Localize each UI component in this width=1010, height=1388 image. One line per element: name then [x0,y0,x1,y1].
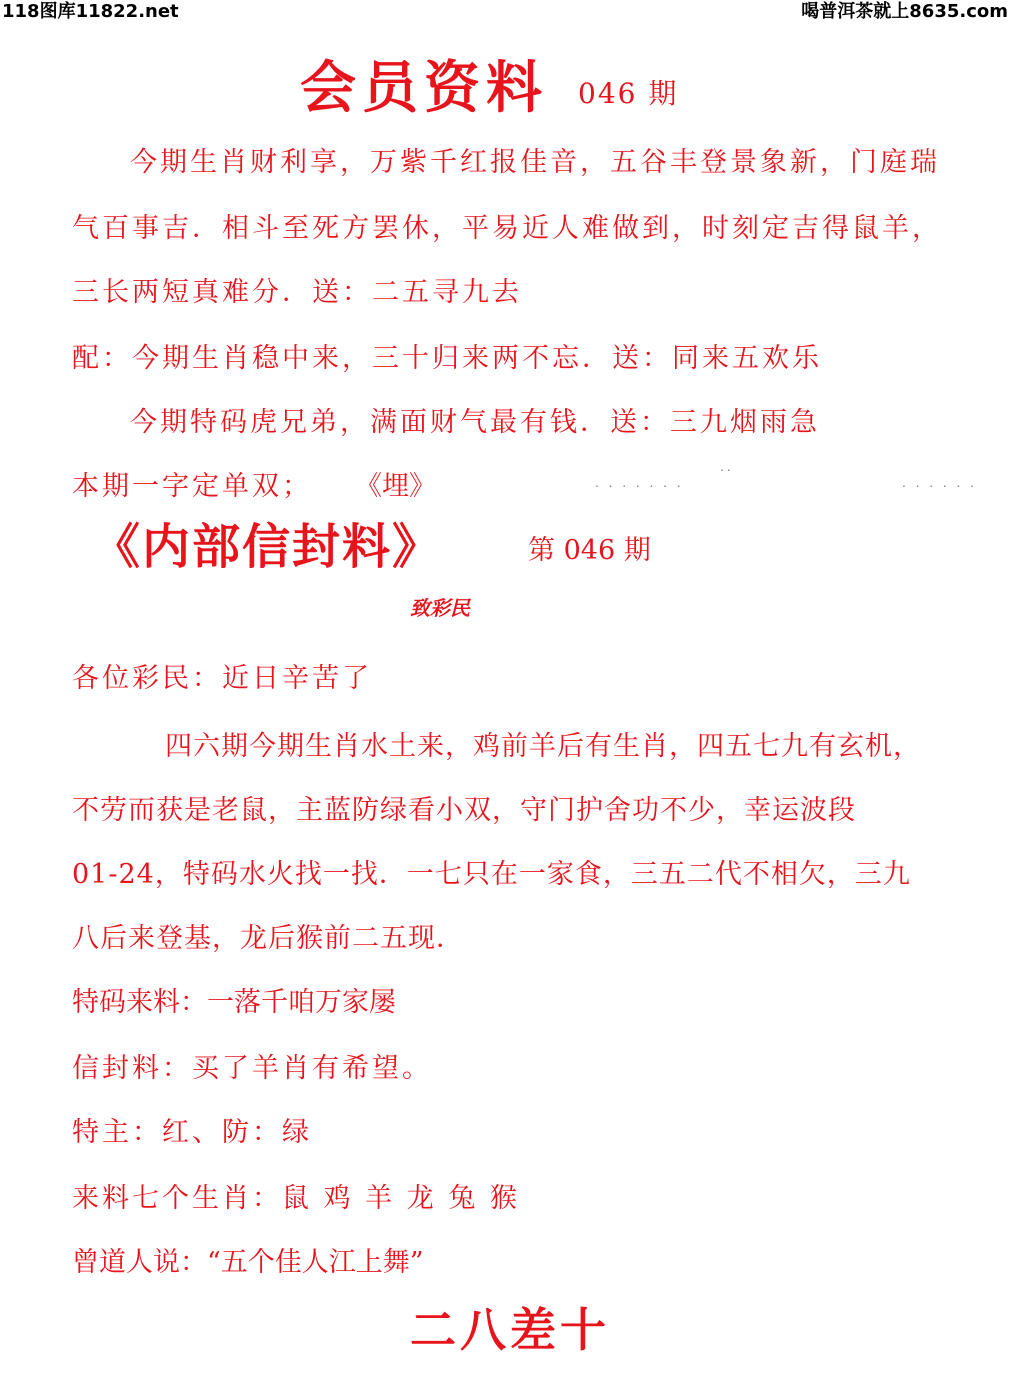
envelope-line-4: 八后来登基，龙后猴前二五现． [72,923,464,954]
single-double-value: 《埋》 [355,471,436,502]
member-line-4: 配：今期生肖稳中来，三十归来两不忘．送：同来五欢乐 [72,343,822,374]
signature: 致彩民 [410,596,470,620]
member-line-2: 气百事吉．相斗至死方罢休，平易近人难做到，时刻定吉得鼠羊， [72,213,942,244]
site-header-right: 喝普洱茶就上8635.com [801,1,1008,22]
envelope-title: 《内部信封料》 [92,519,443,575]
envelope-line-3: 01-24，特码水火找一找．一七只在一家食，三五二代不相欠，三九 [72,859,911,890]
site-header-left: 118图库11822.net [2,1,179,22]
member-line-3: 三长两短真难分．送：二五寻九去 [72,277,522,308]
dots-3: . . . . . . [902,476,977,490]
envelope-issue: 第 046 期 [528,535,651,566]
dots-1: .. [720,460,734,474]
member-info-title: 会员资料 [300,55,548,121]
item-special-code: 特码来料：一落千咱万家屡 [72,987,396,1018]
item-quote: 曾道人说：“五个佳人江上舞” [72,1247,424,1278]
dots-2: . . . . . . . [595,476,684,490]
final-hint: 二八差十 [410,1303,610,1357]
item-zodiacs: 来料七个生肖：鼠 鸡 羊 龙 兔 猴 [72,1183,520,1214]
item-envelope: 信封料：买了羊肖有希望。 [72,1053,432,1084]
greeting: 各位彩民：近日辛苦了 [72,663,372,694]
member-info-issue: 046 期 [578,77,679,110]
member-line-5: 今期特码虎兄弟，满面财气最有钱．送：三九烟雨急 [130,407,820,438]
single-double-label: 本期一字定单双； [72,471,312,502]
envelope-line-1: 四六期今期生肖水土来，鸡前羊后有生肖，四五七九有玄机， [165,731,921,762]
envelope-line-2: 不劳而获是老鼠，主蓝防绿看小双，守门护舍功不少，幸运波段 [72,795,856,826]
member-line-1: 今期生肖财利享，万紫千红报佳音，五谷丰登景象新，门庭瑞 [130,147,940,178]
item-colors: 特主：红、防：绿 [72,1117,312,1148]
